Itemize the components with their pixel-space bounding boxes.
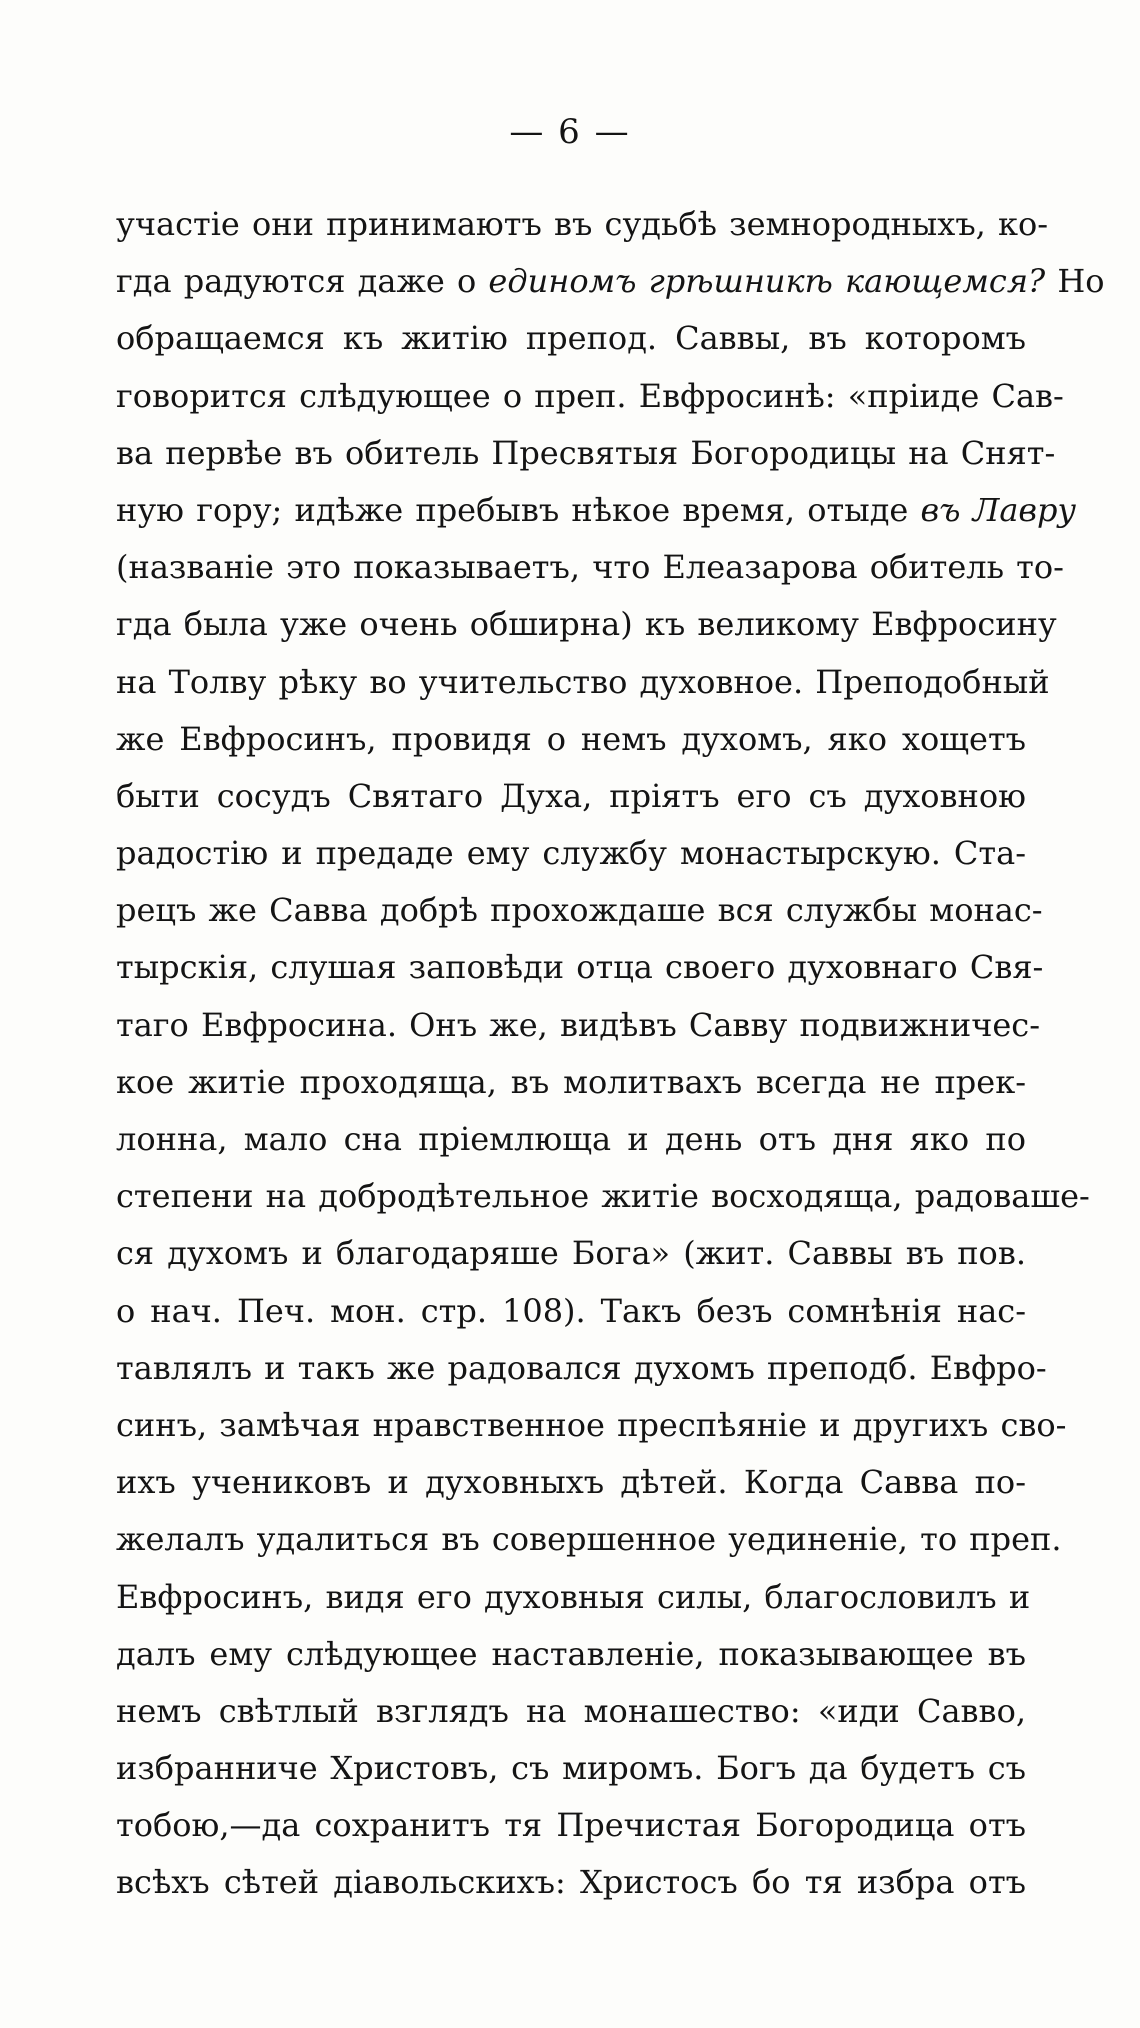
text-line — [116, 482, 1077, 539]
italic-phrase: единомъ грѣшникѣ кающемся? — [488, 262, 1046, 301]
text-line — [116, 253, 1105, 310]
page-number: — 6 — — [509, 112, 631, 152]
text-line — [116, 596, 1057, 653]
text-run: Но — [1045, 262, 1105, 301]
text-line — [116, 1740, 1026, 1797]
text-run: Евфросинъ, видя его духовныя силы, благословилъ и — [116, 1577, 1031, 1616]
text-line — [116, 1111, 1026, 1168]
text-line — [116, 539, 1064, 596]
text-line — [116, 1854, 1026, 1911]
text-line — [116, 1054, 1026, 1111]
text-line — [116, 1283, 1026, 1340]
text-run: таго Евфросина. Онъ же, видѣвъ Савву подвижничес- — [116, 1005, 1041, 1044]
text-line — [116, 1626, 1026, 1683]
text-line — [116, 1397, 1067, 1454]
text-line — [116, 825, 1026, 882]
text-line — [116, 1454, 1026, 1511]
text-line — [116, 1168, 1090, 1225]
text-line — [116, 1511, 1062, 1568]
text-run: степени на добродѣтельное житіе восходяща, радоваше- — [116, 1177, 1090, 1216]
text-run: всѣхъ сѣтей діавольскихъ: Христосъ бо тя избра отъ — [116, 1863, 1026, 1902]
text-run: быти сосудъ Святаго Духа, пріятъ его съ духовною — [116, 776, 1026, 815]
text-run: о нач. Печ. мон. стр. 108). Такъ безъ сомнѣнія нас- — [116, 1291, 1026, 1330]
text-line — [116, 196, 1049, 253]
text-line — [116, 1340, 1047, 1397]
text-run: участіе они принимаютъ въ судьбѣ земнородныхъ, ко- — [116, 205, 1049, 243]
text-line — [116, 711, 1026, 768]
text-run: на Толву рѣку во учительство духовное. Преподобный — [116, 662, 1050, 701]
text-line — [116, 997, 1041, 1054]
text-line — [116, 939, 1044, 996]
text-line — [116, 1225, 1026, 1282]
text-run: избранниче Христовъ, съ миромъ. Богъ да будетъ съ — [116, 1749, 1026, 1788]
italic-phrase: въ Лавру — [920, 490, 1077, 529]
text-line — [116, 1797, 1026, 1854]
body-text — [116, 196, 1105, 1912]
text-line — [116, 1569, 1031, 1626]
text-run: желалъ удалиться въ совершенное уединеніе, то преп. — [116, 1520, 1062, 1559]
text-run: говорится слѣдующее о преп. Евфросинѣ: «пріиде Сав- — [116, 376, 1064, 415]
text-run: тобою,—да сохранитъ тя Пречистая Богородица отъ — [116, 1806, 1026, 1845]
text-run: далъ ему слѣдующее наставленіе, показывающее въ — [116, 1634, 1026, 1673]
text-run: же Евфросинъ, провидя о немъ духомъ, яко хощетъ — [116, 719, 1026, 758]
text-run: радостію и предаде ему службу монастырскую. Ста- — [116, 834, 1026, 873]
text-run: лонна, мало сна пріемлюща и день отъ дня яко по — [116, 1120, 1026, 1158]
text-run: (названіе это показываетъ, что Елеазарова обитель то- — [116, 548, 1064, 587]
text-run: обращаемся къ житію препод. Саввы, въ которомъ — [116, 319, 1026, 358]
text-run: немъ свѣтлый взглядъ на монашество: «иди Савво, — [116, 1691, 1026, 1730]
text-run: гда радуются даже о — [116, 262, 489, 301]
text-run: гда была уже очень обширна) къ великому Евфросину — [116, 605, 1057, 644]
text-run: кое житіе проходяща, въ молитвахъ всегда не прек- — [116, 1062, 1026, 1101]
text-run: тырскія, слушая заповѣди отца своего духовнаго Свя- — [116, 948, 1044, 987]
text-line — [116, 368, 1064, 425]
text-run: тавлялъ и такъ же радовался духомъ преподб. Евфро- — [116, 1348, 1047, 1387]
text-line — [116, 1683, 1026, 1740]
text-run: ную гору; идѣже пребывъ нѣкое время, отыде — [116, 490, 921, 529]
text-line — [116, 882, 1043, 939]
text-run: рецъ же Савва добрѣ прохождаше вся службы монас- — [116, 891, 1043, 930]
text-run: ся духомъ и благодаряше Бога» (жит. Саввы въ пов. — [116, 1234, 1026, 1273]
text-run: синъ, замѣчая нравственное преспѣяніе и другихъ сво- — [116, 1405, 1067, 1444]
text-line — [116, 654, 1050, 711]
text-run: ихъ учениковъ и духовныхъ дѣтей. Когда Савва по- — [116, 1463, 1026, 1502]
text-run: ва первѣе въ обитель Пресвятыя Богородицы на Снят- — [116, 433, 1056, 472]
text-line — [116, 768, 1026, 825]
text-line — [116, 425, 1056, 482]
text-line — [116, 310, 1026, 367]
